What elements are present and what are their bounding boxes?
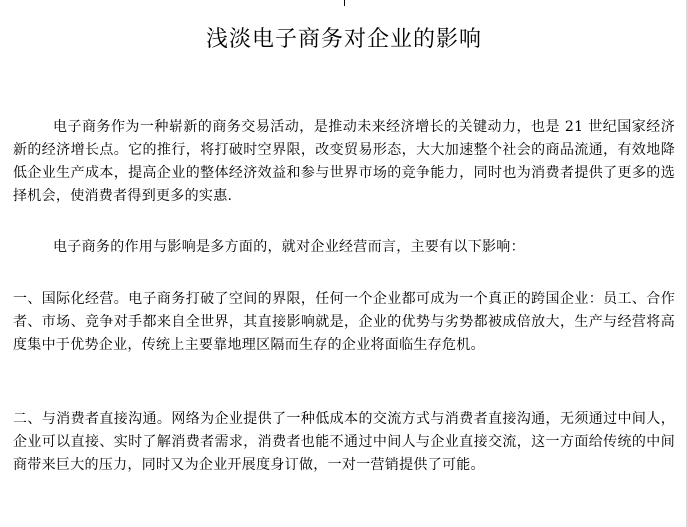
paragraph-internationalization: 一、国际化经营。电子商务打破了空间的界限，任何一个企业都可成为一个真正的跨国企业：员工、合作者、市场、竞争对手都来自全世界，其直接影响就是，企业的优势与劣势都被成倍放大，生产与经营将高度集中于优势企业，传统上主要靠地理区隔而生存的企业将面临生存危机。 xyxy=(13,291,675,353)
paragraph-direct-communication: 二、与消费者直接沟通。网络为企业提供了一种低成本的交流方式与消费者直接沟通，无须通过中间人，企业可以直接、实时了解消费者需求，消费者也能不通过中间人与企业直接交流，这一方面给传统的中间商带来巨大的压力，同时又为企业开展度身订做，一对一营销提供了可能。 xyxy=(13,411,675,473)
paragraph-impact-summary: 电子商务的作用与影响是多方面的，就对企业经营而言，主要有以下影响： xyxy=(53,239,525,255)
ruler-tick xyxy=(344,0,345,6)
document-title: 浅淡电子商务对企业的影响 xyxy=(205,27,482,52)
paragraph-intro: 电子商务作为一种崭新的商务交易活动，是推动未来经济增长的关键动力，也是 21 世纪国家经济新的经济增长点。它的推行，将打破时空界限，改变贸易形态，大大加速整个社会的商品流通，有效地降低企业生产成本，提高企业的整体经济效益和参与世界市场的竞争能力，同时也为消费者提供了更多的选择机会，使消费者得到更多的实惠. xyxy=(13,119,675,204)
